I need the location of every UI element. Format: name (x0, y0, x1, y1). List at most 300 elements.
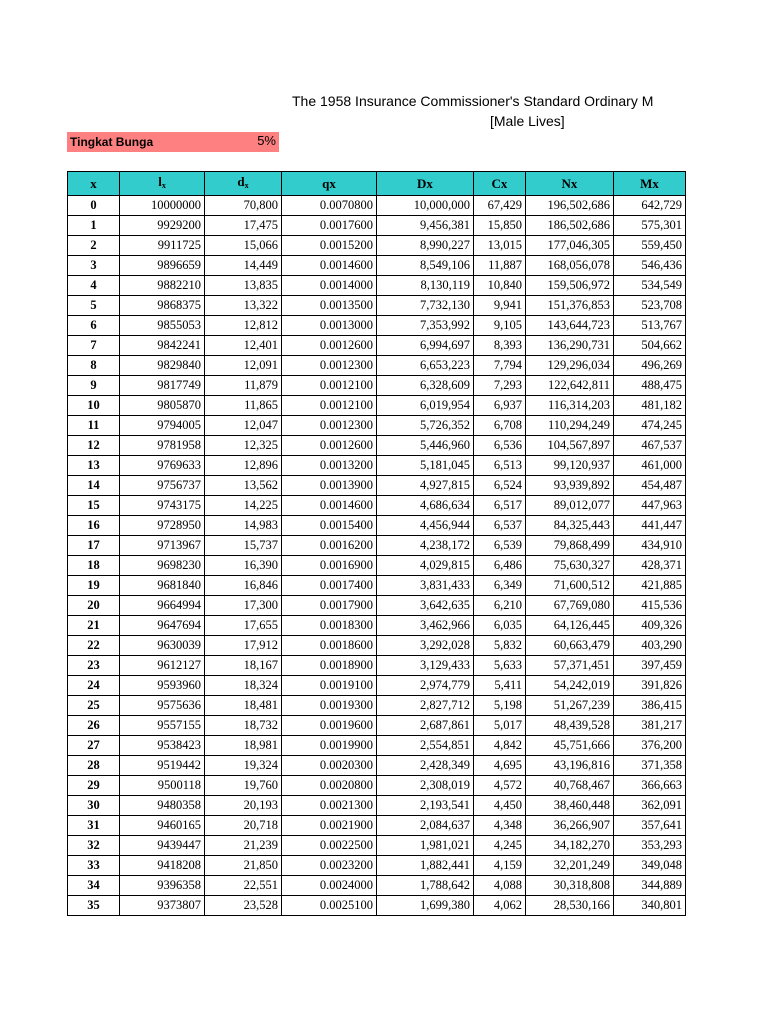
cell-lx[interactable]: 9373807 (120, 896, 205, 916)
cell-dx[interactable]: 6,994,697 (377, 336, 474, 356)
cell-x[interactable]: 16 (68, 516, 120, 536)
cell-dx[interactable]: 12,047 (205, 416, 282, 436)
cell-nx[interactable]: 168,056,078 (526, 256, 614, 276)
cell-cx[interactable]: 6,539 (474, 536, 526, 556)
cell-x[interactable]: 2 (68, 236, 120, 256)
cell-lx[interactable]: 9929200 (120, 216, 205, 236)
cell-dx[interactable]: 3,129,433 (377, 656, 474, 676)
cell-mx[interactable]: 504,662 (614, 336, 686, 356)
cell-mx[interactable]: 467,537 (614, 436, 686, 456)
cell-mx[interactable]: 575,301 (614, 216, 686, 236)
cell-mx[interactable]: 523,708 (614, 296, 686, 316)
cell-dx[interactable]: 18,481 (205, 696, 282, 716)
cell-nx[interactable]: 89,012,077 (526, 496, 614, 516)
cell-lx[interactable]: 9794005 (120, 416, 205, 436)
cell-x[interactable]: 35 (68, 896, 120, 916)
cell-lx[interactable]: 9868375 (120, 296, 205, 316)
cell-mx[interactable]: 474,245 (614, 416, 686, 436)
cell-dx[interactable]: 11,879 (205, 376, 282, 396)
cell-x[interactable]: 9 (68, 376, 120, 396)
cell-lx[interactable]: 9418208 (120, 856, 205, 876)
cell-dx[interactable]: 4,686,634 (377, 496, 474, 516)
cell-dx[interactable]: 4,456,944 (377, 516, 474, 536)
cell-dx[interactable]: 14,225 (205, 496, 282, 516)
cell-dx[interactable]: 6,653,223 (377, 356, 474, 376)
cell-nx[interactable]: 36,266,907 (526, 816, 614, 836)
cell-cx[interactable]: 6,537 (474, 516, 526, 536)
cell-nx[interactable]: 67,769,080 (526, 596, 614, 616)
cell-x[interactable]: 27 (68, 736, 120, 756)
cell-x[interactable]: 6 (68, 316, 120, 336)
cell-dx[interactable]: 12,812 (205, 316, 282, 336)
cell-mx[interactable]: 513,767 (614, 316, 686, 336)
cell-qx[interactable]: 0.0018600 (282, 636, 377, 656)
cell-nx[interactable]: 93,939,892 (526, 476, 614, 496)
cell-qx[interactable]: 0.0024000 (282, 876, 377, 896)
cell-qx[interactable]: 0.0018900 (282, 656, 377, 676)
cell-cx[interactable]: 5,017 (474, 716, 526, 736)
cell-x[interactable]: 33 (68, 856, 120, 876)
cell-qx[interactable]: 0.0019100 (282, 676, 377, 696)
column-header-label: l (158, 174, 162, 189)
cell-x[interactable]: 4 (68, 276, 120, 296)
cell-cx[interactable]: 6,536 (474, 436, 526, 456)
cell-cx[interactable]: 6,708 (474, 416, 526, 436)
cell-nx[interactable]: 186,502,686 (526, 216, 614, 236)
cell-qx[interactable]: 0.0021900 (282, 816, 377, 836)
cell-nx[interactable]: 38,460,448 (526, 796, 614, 816)
cell-dx[interactable]: 2,308,019 (377, 776, 474, 796)
cell-cx[interactable]: 6,513 (474, 456, 526, 476)
cell-dx[interactable]: 4,029,815 (377, 556, 474, 576)
cell-dx[interactable]: 16,846 (205, 576, 282, 596)
cell-dx[interactable]: 7,353,992 (377, 316, 474, 336)
cell-qx[interactable]: 0.0013000 (282, 316, 377, 336)
cell-nx[interactable]: 30,318,808 (526, 876, 614, 896)
cell-cx[interactable]: 7,293 (474, 376, 526, 396)
cell-qx[interactable]: 0.0070800 (282, 196, 377, 216)
cell-cx[interactable]: 6,517 (474, 496, 526, 516)
cell-x[interactable]: 22 (68, 636, 120, 656)
cell-qx[interactable]: 0.0014000 (282, 276, 377, 296)
cell-nx[interactable]: 51,267,239 (526, 696, 614, 716)
cell-nx[interactable]: 40,768,467 (526, 776, 614, 796)
cell-qx[interactable]: 0.0016200 (282, 536, 377, 556)
cell-lx[interactable]: 9439447 (120, 836, 205, 856)
cell-cx[interactable]: 4,159 (474, 856, 526, 876)
cell-nx[interactable]: 177,046,305 (526, 236, 614, 256)
cell-dx[interactable]: 2,554,851 (377, 736, 474, 756)
cell-lx[interactable]: 9756737 (120, 476, 205, 496)
cell-lx[interactable]: 9396358 (120, 876, 205, 896)
cell-mx[interactable]: 428,371 (614, 556, 686, 576)
cell-cx[interactable]: 10,840 (474, 276, 526, 296)
cell-lx[interactable]: 9460165 (120, 816, 205, 836)
cell-nx[interactable]: 48,439,528 (526, 716, 614, 736)
column-header-qx[interactable] (282, 172, 377, 196)
cell-mx[interactable]: 496,269 (614, 356, 686, 376)
cell-nx[interactable]: 84,325,443 (526, 516, 614, 536)
cell-dx[interactable]: 12,325 (205, 436, 282, 456)
cell-x[interactable]: 30 (68, 796, 120, 816)
cell-dx[interactable]: 12,896 (205, 456, 282, 476)
cell-cx[interactable]: 6,937 (474, 396, 526, 416)
cell-qx[interactable]: 0.0015400 (282, 516, 377, 536)
cell-x[interactable]: 25 (68, 696, 120, 716)
cell-lx[interactable]: 9743175 (120, 496, 205, 516)
cell-cx[interactable]: 4,088 (474, 876, 526, 896)
cell-lx[interactable]: 9769633 (120, 456, 205, 476)
cell-dx[interactable]: 1,699,380 (377, 896, 474, 916)
cell-nx[interactable]: 79,868,499 (526, 536, 614, 556)
cell-mx[interactable]: 415,536 (614, 596, 686, 616)
cell-lx[interactable]: 9664994 (120, 596, 205, 616)
cell-cx[interactable]: 8,393 (474, 336, 526, 356)
cell-qx[interactable]: 0.0015200 (282, 236, 377, 256)
cell-lx[interactable]: 9480358 (120, 796, 205, 816)
cell-x[interactable]: 31 (68, 816, 120, 836)
cell-mx[interactable]: 376,200 (614, 736, 686, 756)
cell-dx[interactable]: 4,927,815 (377, 476, 474, 496)
cell-mx[interactable]: 454,487 (614, 476, 686, 496)
cell-qx[interactable]: 0.0020800 (282, 776, 377, 796)
cell-nx[interactable]: 151,376,853 (526, 296, 614, 316)
cell-cx[interactable]: 6,035 (474, 616, 526, 636)
cell-lx[interactable]: 9630039 (120, 636, 205, 656)
cell-dx[interactable]: 23,528 (205, 896, 282, 916)
cell-dx[interactable]: 2,974,779 (377, 676, 474, 696)
cell-dx[interactable]: 8,130,119 (377, 276, 474, 296)
cell-dx[interactable]: 12,091 (205, 356, 282, 376)
cell-cx[interactable]: 13,015 (474, 236, 526, 256)
cell-dx[interactable]: 7,732,130 (377, 296, 474, 316)
cell-lx[interactable]: 9882210 (120, 276, 205, 296)
cell-nx[interactable]: 143,644,723 (526, 316, 614, 336)
cell-dx[interactable]: 18,981 (205, 736, 282, 756)
cell-dx[interactable]: 16,390 (205, 556, 282, 576)
cell-cx[interactable]: 9,941 (474, 296, 526, 316)
cell-lx[interactable]: 9647694 (120, 616, 205, 636)
cell-dx[interactable]: 4,238,172 (377, 536, 474, 556)
cell-mx[interactable]: 349,048 (614, 856, 686, 876)
cell-mx[interactable]: 441,447 (614, 516, 686, 536)
cell-dx[interactable]: 12,401 (205, 336, 282, 356)
cell-mx[interactable]: 481,182 (614, 396, 686, 416)
cell-x[interactable]: 19 (68, 576, 120, 596)
cell-dx[interactable]: 13,322 (205, 296, 282, 316)
cell-dx[interactable]: 5,181,045 (377, 456, 474, 476)
cell-mx[interactable]: 461,000 (614, 456, 686, 476)
cell-cx[interactable]: 7,794 (474, 356, 526, 376)
cell-cx[interactable]: 4,348 (474, 816, 526, 836)
cell-nx[interactable]: 60,663,479 (526, 636, 614, 656)
cell-qx[interactable]: 0.0014600 (282, 496, 377, 516)
cell-x[interactable]: 14 (68, 476, 120, 496)
cell-qx[interactable]: 0.0014600 (282, 256, 377, 276)
cell-dx[interactable]: 5,726,352 (377, 416, 474, 436)
cell-dx[interactable]: 20,718 (205, 816, 282, 836)
cell-dx[interactable]: 21,239 (205, 836, 282, 856)
cell-qx[interactable]: 0.0023200 (282, 856, 377, 876)
cell-qx[interactable]: 0.0022500 (282, 836, 377, 856)
cell-lx[interactable]: 9500118 (120, 776, 205, 796)
cell-lx[interactable]: 9593960 (120, 676, 205, 696)
cell-qx[interactable]: 0.0013200 (282, 456, 377, 476)
cell-qx[interactable]: 0.0017400 (282, 576, 377, 596)
cell-dx[interactable]: 3,642,635 (377, 596, 474, 616)
column-header-nx[interactable] (526, 172, 614, 196)
cell-qx[interactable]: 0.0012100 (282, 396, 377, 416)
cell-dx[interactable]: 19,760 (205, 776, 282, 796)
cell-nx[interactable]: 104,567,897 (526, 436, 614, 456)
cell-nx[interactable]: 64,126,445 (526, 616, 614, 636)
cell-mx[interactable]: 447,963 (614, 496, 686, 516)
cell-x[interactable]: 21 (68, 616, 120, 636)
cell-cx[interactable]: 5,411 (474, 676, 526, 696)
cell-x[interactable]: 13 (68, 456, 120, 476)
cell-nx[interactable]: 99,120,937 (526, 456, 614, 476)
column-header-dx[interactable] (205, 172, 282, 196)
cell-x[interactable]: 5 (68, 296, 120, 316)
cell-nx[interactable]: 45,751,666 (526, 736, 614, 756)
cell-dx[interactable]: 17,300 (205, 596, 282, 616)
cell-dx[interactable]: 14,983 (205, 516, 282, 536)
cell-cx[interactable]: 4,062 (474, 896, 526, 916)
cell-dx[interactable]: 3,462,966 (377, 616, 474, 636)
cell-x[interactable]: 32 (68, 836, 120, 856)
cell-mx[interactable]: 344,889 (614, 876, 686, 896)
cell-dx[interactable]: 3,831,433 (377, 576, 474, 596)
cell-x[interactable]: 28 (68, 756, 120, 776)
cell-dx[interactable]: 1,981,021 (377, 836, 474, 856)
cell-x[interactable]: 20 (68, 596, 120, 616)
cell-mx[interactable]: 386,415 (614, 696, 686, 716)
interest-rate-value[interactable]: 5% (211, 132, 279, 152)
cell-cx[interactable]: 4,450 (474, 796, 526, 816)
column-header-cx[interactable] (474, 172, 526, 196)
cell-qx[interactable]: 0.0012300 (282, 416, 377, 436)
cell-mx[interactable]: 488,475 (614, 376, 686, 396)
cell-cx[interactable]: 6,349 (474, 576, 526, 596)
cell-cx[interactable]: 15,850 (474, 216, 526, 236)
cell-cx[interactable]: 11,887 (474, 256, 526, 276)
cell-cx[interactable]: 4,842 (474, 736, 526, 756)
cell-x[interactable]: 7 (68, 336, 120, 356)
cell-dx[interactable]: 18,732 (205, 716, 282, 736)
cell-qx[interactable]: 0.0021300 (282, 796, 377, 816)
cell-dx[interactable]: 8,990,227 (377, 236, 474, 256)
cell-dx[interactable]: 70,800 (205, 196, 282, 216)
cell-nx[interactable]: 28,530,166 (526, 896, 614, 916)
cell-dx[interactable]: 14,449 (205, 256, 282, 276)
cell-dx[interactable]: 2,428,349 (377, 756, 474, 776)
cell-lx[interactable]: 9855053 (120, 316, 205, 336)
cell-dx[interactable]: 17,912 (205, 636, 282, 656)
cell-dx[interactable]: 20,193 (205, 796, 282, 816)
cell-nx[interactable]: 32,201,249 (526, 856, 614, 876)
cell-mx[interactable]: 642,729 (614, 196, 686, 216)
cell-mx[interactable]: 409,326 (614, 616, 686, 636)
cell-mx[interactable]: 391,826 (614, 676, 686, 696)
cell-lx[interactable]: 9681840 (120, 576, 205, 596)
cell-lx[interactable]: 9575636 (120, 696, 205, 716)
cell-cx[interactable]: 4,245 (474, 836, 526, 856)
cell-lx[interactable]: 9698230 (120, 556, 205, 576)
cell-lx[interactable]: 9538423 (120, 736, 205, 756)
cell-mx[interactable]: 403,290 (614, 636, 686, 656)
cell-lx[interactable]: 9713967 (120, 536, 205, 556)
cell-lx[interactable]: 9805870 (120, 396, 205, 416)
cell-dx[interactable]: 13,835 (205, 276, 282, 296)
column-header-lx[interactable] (120, 172, 205, 196)
table-row (68, 836, 686, 856)
cell-lx[interactable]: 10000000 (120, 196, 205, 216)
cell-x[interactable]: 3 (68, 256, 120, 276)
cell-cx[interactable]: 4,572 (474, 776, 526, 796)
cell-qx[interactable]: 0.0012100 (282, 376, 377, 396)
cell-lx[interactable]: 9519442 (120, 756, 205, 776)
cell-x[interactable]: 10 (68, 396, 120, 416)
cell-x[interactable]: 0 (68, 196, 120, 216)
cell-nx[interactable]: 71,600,512 (526, 576, 614, 596)
cell-nx[interactable]: 43,196,816 (526, 756, 614, 776)
cell-lx[interactable]: 9829840 (120, 356, 205, 376)
cell-lx[interactable]: 9911725 (120, 236, 205, 256)
cell-qx[interactable]: 0.0025100 (282, 896, 377, 916)
cell-cx[interactable]: 5,633 (474, 656, 526, 676)
cell-dx[interactable]: 6,328,609 (377, 376, 474, 396)
cell-dx[interactable]: 21,850 (205, 856, 282, 876)
cell-nx[interactable]: 129,296,034 (526, 356, 614, 376)
cell-x[interactable]: 12 (68, 436, 120, 456)
cell-nx[interactable]: 116,314,203 (526, 396, 614, 416)
cell-qx[interactable]: 0.0013900 (282, 476, 377, 496)
cell-lx[interactable]: 9557155 (120, 716, 205, 736)
cell-lx[interactable]: 9896659 (120, 256, 205, 276)
cell-dx[interactable]: 2,687,861 (377, 716, 474, 736)
cell-mx[interactable]: 340,801 (614, 896, 686, 916)
cell-x[interactable]: 15 (68, 496, 120, 516)
cell-lx[interactable]: 9817749 (120, 376, 205, 396)
cell-x[interactable]: 18 (68, 556, 120, 576)
cell-cx[interactable]: 9,105 (474, 316, 526, 336)
cell-qx[interactable]: 0.0020300 (282, 756, 377, 776)
cell-mx[interactable]: 546,436 (614, 256, 686, 276)
cell-qx[interactable]: 0.0013500 (282, 296, 377, 316)
cell-qx[interactable]: 0.0019300 (282, 696, 377, 716)
cell-lx[interactable]: 9612127 (120, 656, 205, 676)
cell-qx[interactable]: 0.0012300 (282, 356, 377, 376)
cell-mx[interactable]: 559,450 (614, 236, 686, 256)
cell-dx[interactable]: 11,865 (205, 396, 282, 416)
cell-dx[interactable]: 6,019,954 (377, 396, 474, 416)
cell-nx[interactable]: 57,371,451 (526, 656, 614, 676)
cell-cx[interactable]: 67,429 (474, 196, 526, 216)
cell-dx[interactable]: 5,446,960 (377, 436, 474, 456)
cell-cx[interactable]: 6,524 (474, 476, 526, 496)
cell-mx[interactable]: 366,663 (614, 776, 686, 796)
cell-cx[interactable]: 4,695 (474, 756, 526, 776)
cell-qx[interactable]: 0.0019600 (282, 716, 377, 736)
cell-qx[interactable]: 0.0012600 (282, 436, 377, 456)
cell-x[interactable]: 29 (68, 776, 120, 796)
cell-nx[interactable]: 110,294,249 (526, 416, 614, 436)
cell-dx[interactable]: 1,788,642 (377, 876, 474, 896)
cell-nx[interactable]: 159,506,972 (526, 276, 614, 296)
cell-nx[interactable]: 122,642,811 (526, 376, 614, 396)
cell-dx[interactable]: 10,000,000 (377, 196, 474, 216)
cell-mx[interactable]: 371,358 (614, 756, 686, 776)
cell-lx[interactable]: 9728950 (120, 516, 205, 536)
column-header-x[interactable] (68, 172, 120, 196)
cell-mx[interactable]: 434,910 (614, 536, 686, 556)
cell-dx[interactable]: 9,456,381 (377, 216, 474, 236)
cell-nx[interactable]: 34,182,270 (526, 836, 614, 856)
cell-lx[interactable]: 9842241 (120, 336, 205, 356)
cell-qx[interactable]: 0.0019900 (282, 736, 377, 756)
cell-dx[interactable]: 22,551 (205, 876, 282, 896)
cell-dx[interactable]: 2,827,712 (377, 696, 474, 716)
cell-dx[interactable]: 18,167 (205, 656, 282, 676)
cell-mx[interactable]: 534,549 (614, 276, 686, 296)
cell-cx[interactable]: 6,486 (474, 556, 526, 576)
cell-dx[interactable]: 13,562 (205, 476, 282, 496)
cell-nx[interactable]: 136,290,731 (526, 336, 614, 356)
cell-dx[interactable]: 8,549,106 (377, 256, 474, 276)
cell-x[interactable]: 17 (68, 536, 120, 556)
cell-qx[interactable]: 0.0012600 (282, 336, 377, 356)
cell-qx[interactable]: 0.0018300 (282, 616, 377, 636)
cell-qx[interactable]: 0.0017900 (282, 596, 377, 616)
cell-dx[interactable]: 3,292,028 (377, 636, 474, 656)
cell-x[interactable]: 11 (68, 416, 120, 436)
cell-x[interactable]: 8 (68, 356, 120, 376)
cell-dx[interactable]: 19,324 (205, 756, 282, 776)
cell-x[interactable]: 34 (68, 876, 120, 896)
column-header-dx[interactable] (377, 172, 474, 196)
cell-cx[interactable]: 5,198 (474, 696, 526, 716)
cell-x[interactable]: 1 (68, 216, 120, 236)
cell-dx[interactable]: 2,084,637 (377, 816, 474, 836)
cell-lx[interactable]: 9781958 (120, 436, 205, 456)
cell-qx[interactable]: 0.0017600 (282, 216, 377, 236)
cell-nx[interactable]: 54,242,019 (526, 676, 614, 696)
cell-mx[interactable]: 381,217 (614, 716, 686, 736)
cell-nx[interactable]: 75,630,327 (526, 556, 614, 576)
cell-dx[interactable]: 1,882,441 (377, 856, 474, 876)
cell-dx[interactable]: 17,655 (205, 616, 282, 636)
cell-mx[interactable]: 421,885 (614, 576, 686, 596)
table-row (68, 196, 686, 216)
cell-x[interactable]: 23 (68, 656, 120, 676)
cell-mx[interactable]: 397,459 (614, 656, 686, 676)
cell-cx[interactable]: 5,832 (474, 636, 526, 656)
cell-x[interactable]: 24 (68, 676, 120, 696)
cell-mx[interactable]: 353,293 (614, 836, 686, 856)
cell-dx[interactable]: 15,737 (205, 536, 282, 556)
cell-cx[interactable]: 6,210 (474, 596, 526, 616)
column-header-mx[interactable] (614, 172, 686, 196)
cell-mx[interactable]: 362,091 (614, 796, 686, 816)
cell-dx[interactable]: 2,193,541 (377, 796, 474, 816)
cell-nx[interactable]: 196,502,686 (526, 196, 614, 216)
cell-qx[interactable]: 0.0016900 (282, 556, 377, 576)
cell-dx[interactable]: 17,475 (205, 216, 282, 236)
cell-dx[interactable]: 18,324 (205, 676, 282, 696)
cell-mx[interactable]: 357,641 (614, 816, 686, 836)
cell-dx[interactable]: 15,066 (205, 236, 282, 256)
cell-x[interactable]: 26 (68, 716, 120, 736)
